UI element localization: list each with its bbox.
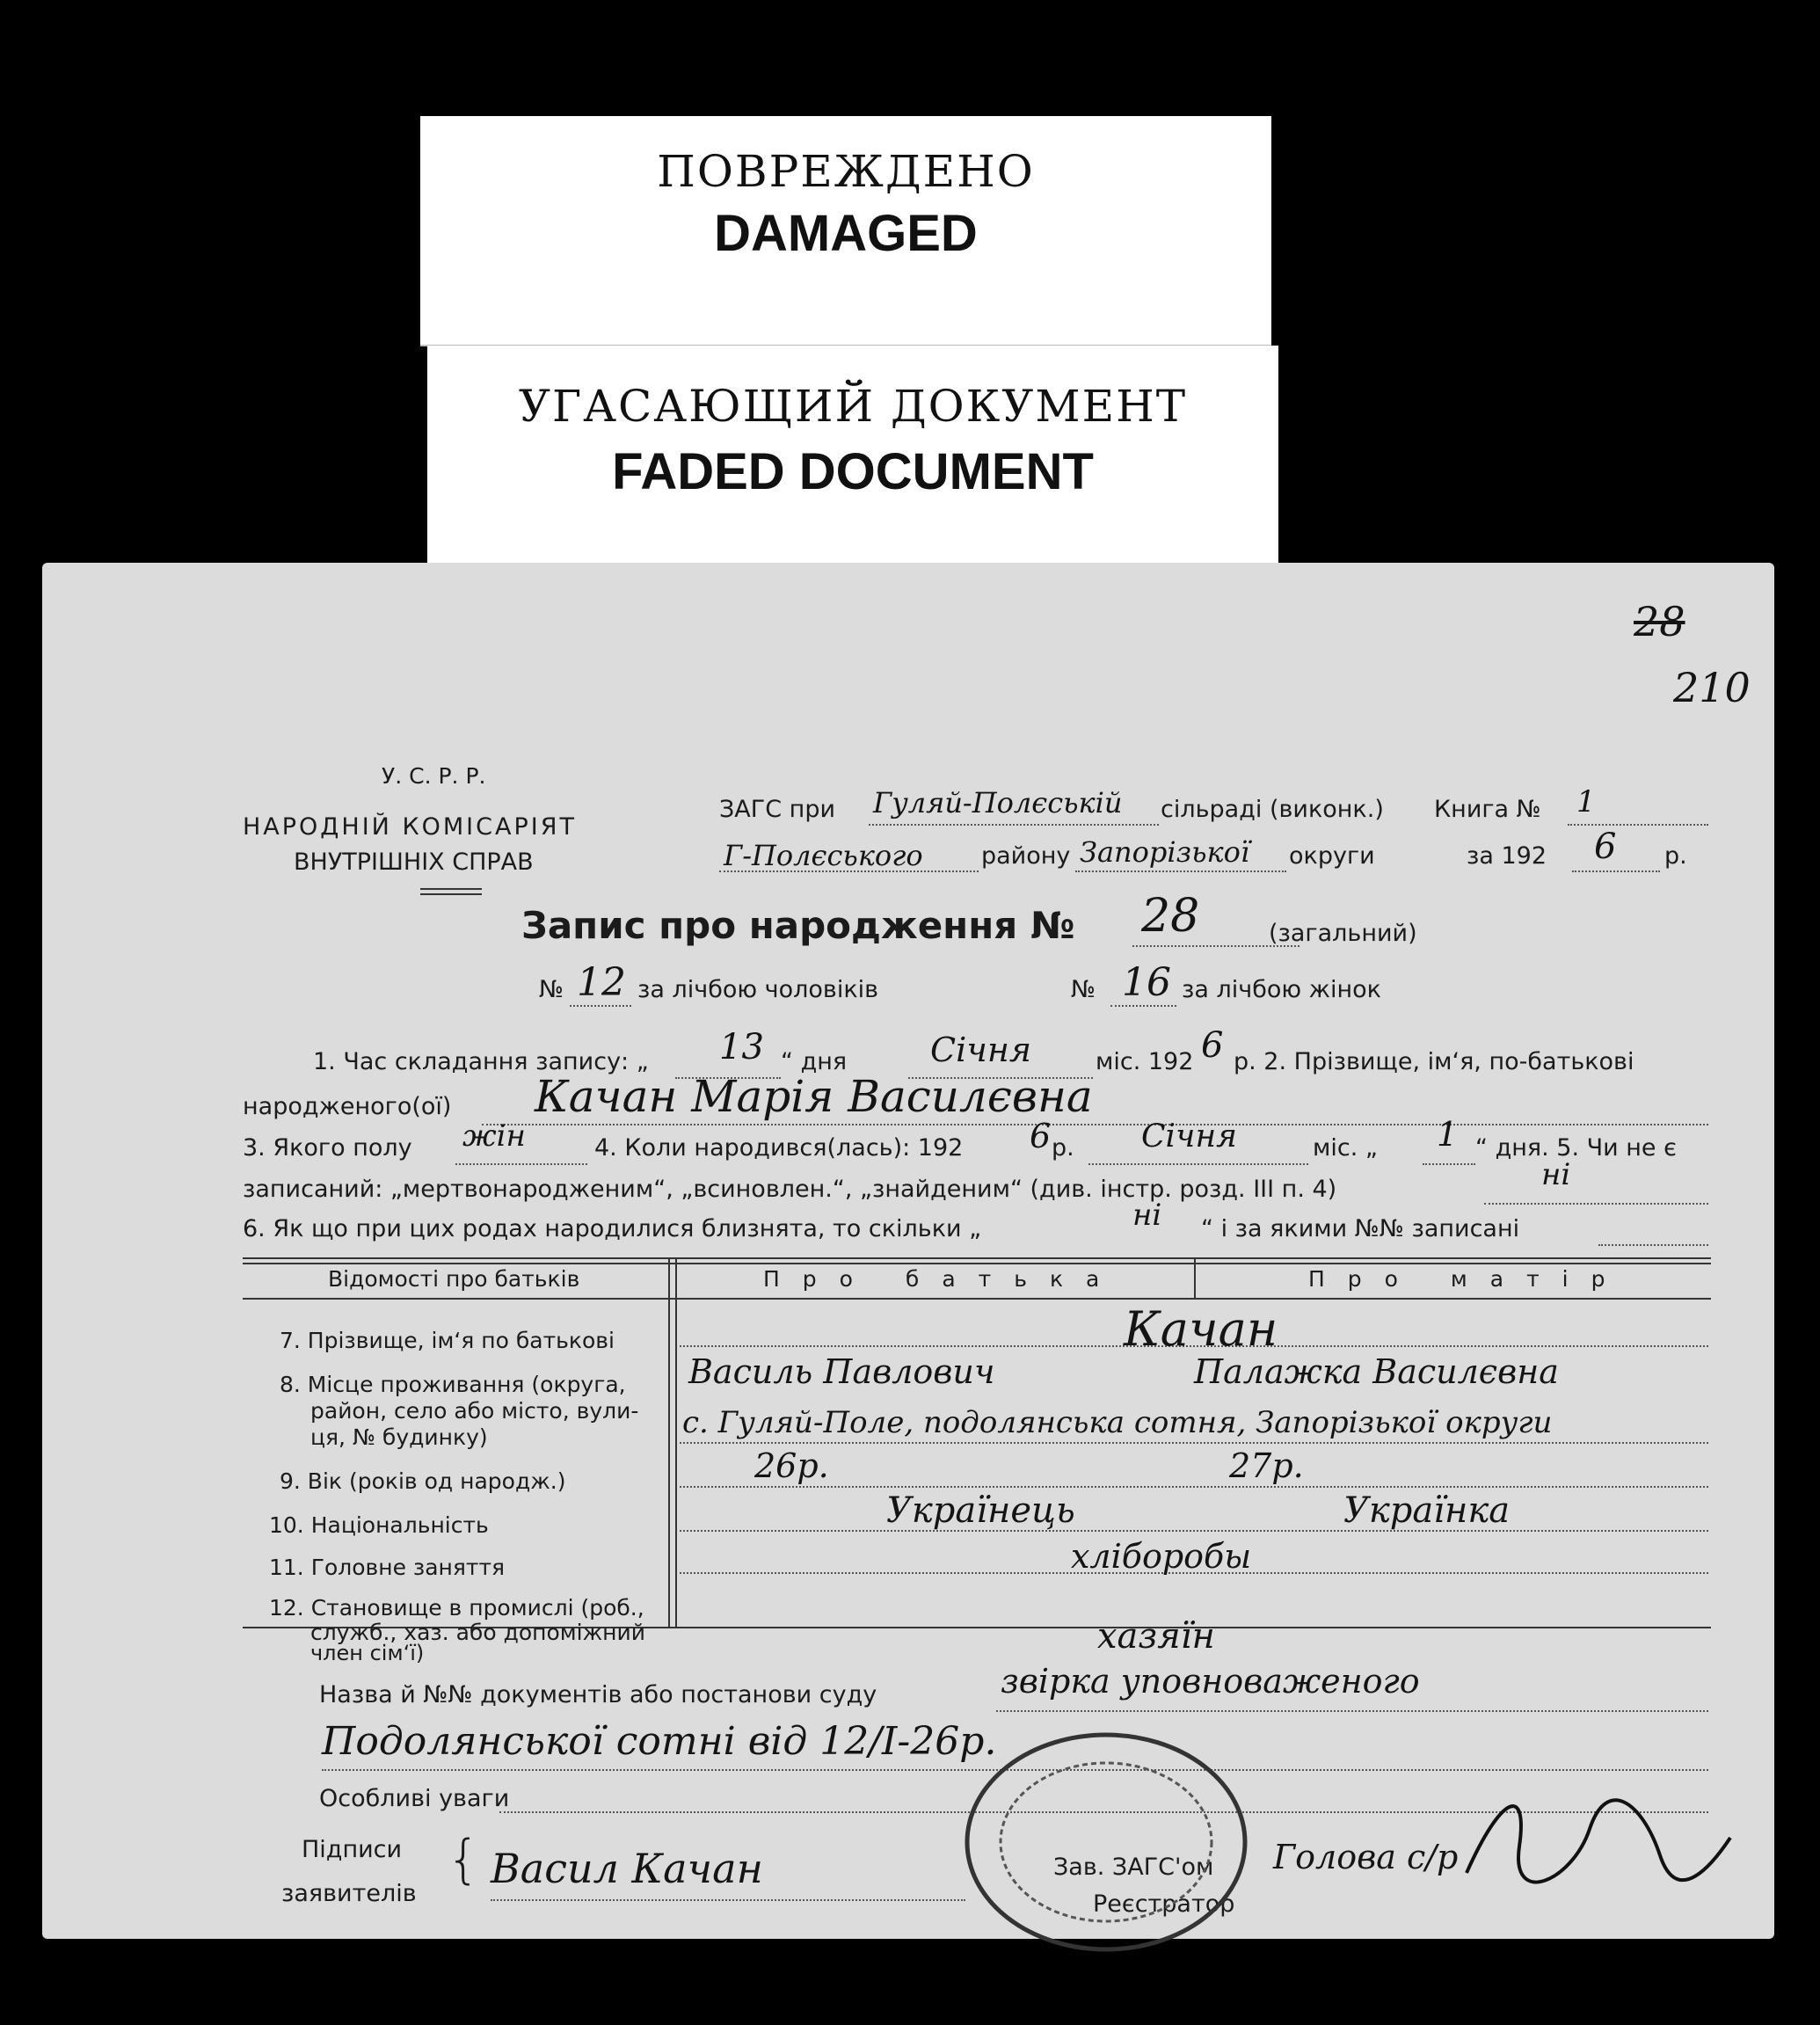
row-9-label: 9. Вік (років од народж.)	[280, 1468, 566, 1494]
women-prefix: №	[1071, 976, 1096, 1003]
f5-text: записаний: „мертвонародженим“, „всиновлен.“, „знайденим“ (див. інстр. розд. III п. 4)	[243, 1176, 1337, 1203]
father-nationality: Українець	[886, 1490, 1075, 1531]
f3-dots	[455, 1163, 587, 1165]
damaged-label-card	[420, 116, 1271, 346]
old-archive-number: 28	[1634, 598, 1685, 645]
row-8-label-b: район, село або місто, вули-	[310, 1398, 639, 1424]
docs-value-2: Подолянської сотні від 12/I-26р.	[322, 1719, 997, 1764]
applicant-sign-dots	[491, 1899, 965, 1901]
zags-value: Гуляй-Полєській	[873, 786, 1123, 819]
mother-age: 27р.	[1229, 1446, 1304, 1485]
zags-head-label: Зав. ЗАГС'ом	[1053, 1854, 1214, 1881]
parents-position: хазяїн	[1097, 1616, 1215, 1657]
men-dots	[570, 1005, 631, 1007]
women-count: 16	[1122, 960, 1171, 1005]
table-top-border	[243, 1257, 1711, 1259]
record-general: (загальний)	[1269, 920, 1417, 947]
women-label: за лічбою жінок	[1182, 976, 1381, 1003]
row-9-dots	[680, 1486, 1708, 1488]
f4-month-dots	[1088, 1163, 1308, 1165]
year-value: 6	[1594, 827, 1617, 867]
table-header-border	[243, 1298, 1711, 1300]
f1-day: 13	[719, 1027, 764, 1067]
f1-month: Січня	[930, 1031, 1032, 1069]
table-divider-info	[668, 1257, 670, 1627]
parents-surname: Качан	[1124, 1301, 1278, 1357]
f4-month-suffix: міс. „	[1313, 1134, 1378, 1162]
f4-month: Січня	[1141, 1118, 1238, 1155]
applicant-signature: Васил Качан	[491, 1845, 763, 1892]
row-8-dots	[680, 1442, 1708, 1444]
f1-month-suffix: міс. 192	[1096, 1048, 1194, 1075]
row-10-dots	[680, 1530, 1708, 1532]
okruga-label: округи	[1289, 842, 1375, 870]
f4-suffix: “ дня. 5. Чи не є	[1475, 1134, 1677, 1162]
docs-value-1: звірка уповноваженого	[1001, 1662, 1420, 1701]
docs-label: Назва й №№ документів або постанови суду	[319, 1681, 877, 1708]
org-ussr: У. С. Р. Р.	[382, 763, 486, 789]
men-label: за лічбою чоловіків	[637, 976, 879, 1003]
record-title: Запис про народження №	[521, 904, 1075, 947]
f6-dots	[1598, 1244, 1708, 1246]
year-suffix: р.	[1664, 842, 1687, 870]
f4-year: 6	[1030, 1117, 1052, 1155]
f6-suffix: “ і за якими №№ записані	[1201, 1215, 1520, 1242]
book-label: Книга №	[1434, 796, 1541, 823]
father-name: Василь Павлович	[688, 1352, 995, 1391]
f6-text: 6. Як що при цих родах народилися близнята, то скільки „	[243, 1215, 982, 1242]
year-label: за 192	[1467, 842, 1547, 870]
org-internal-affairs: ВНУТРІШНІХ СПРАВ	[294, 849, 534, 876]
f3-value: жін	[462, 1118, 526, 1154]
docs-dots-1	[996, 1710, 1708, 1712]
men-prefix: №	[539, 976, 564, 1003]
book-dots	[1568, 824, 1708, 826]
raion-label: району	[981, 842, 1071, 870]
parents-address: с. Гуляй-Поле, подолянська сотня, Запорізької округи	[682, 1405, 1553, 1440]
zags-suffix: сільраді (виконк.)	[1161, 796, 1384, 823]
parents-occupation: хліборобы	[1071, 1537, 1252, 1576]
record-number: 28	[1141, 890, 1200, 943]
damaged-label-en: DAMAGED	[714, 205, 978, 262]
f4-label: 4. Коли народився(лась): 192	[594, 1134, 964, 1162]
col-father-header: Про батька	[763, 1266, 1123, 1292]
row-12-label-a: 12. Становище в промислі (роб.,	[269, 1595, 644, 1621]
new-archive-number: 210	[1673, 664, 1751, 711]
damaged-label-ru: ПОВРЕЖДЕНО	[657, 146, 1035, 197]
row-12-label-b: служб., хаз. або допоміжний	[310, 1620, 645, 1645]
signature-scribble	[1449, 1776, 1739, 1899]
mother-nationality: Українка	[1343, 1490, 1511, 1531]
table-top-border-2	[243, 1263, 1711, 1264]
col-info-header: Відомості про батьків	[328, 1266, 580, 1292]
f3-label: 3. Якого полу	[243, 1134, 412, 1162]
f1-day-suffix: “ дня	[781, 1048, 848, 1075]
registrar-label: Реєстратор	[1093, 1890, 1235, 1918]
zags-prefix: ЗАГС при	[719, 796, 836, 823]
f4-r: р.	[1052, 1134, 1074, 1162]
f2-label: народженого(ої)	[243, 1093, 452, 1120]
signatures-label-2: заявителів	[281, 1880, 417, 1907]
father-age: 26р.	[754, 1446, 829, 1485]
col-mother-header: Про матір	[1308, 1266, 1628, 1292]
f1-year: 6	[1201, 1025, 1224, 1066]
f2-dots	[482, 1124, 1708, 1125]
f4-day-dots	[1423, 1163, 1475, 1165]
f1-suffix: р. 2. Прізвище, ім‘я, по-батькові	[1234, 1048, 1634, 1075]
raion-value: Г-Полєського	[724, 839, 923, 872]
f4-day: 1	[1437, 1115, 1459, 1154]
notes-label: Особливі уваги	[319, 1785, 510, 1812]
row-7-label: 7. Прізвище, ім‘я по батькові	[280, 1328, 615, 1353]
f1-prefix: 1. Час складання запису: „	[313, 1048, 649, 1075]
zags-dots	[869, 824, 1159, 826]
official-stamp	[957, 1723, 1256, 1961]
row-12-label-c: член сім‘ї)	[310, 1641, 425, 1665]
table-divider-info-2	[675, 1257, 677, 1627]
raion-dots	[719, 870, 979, 872]
faded-label-en: FADED DOCUMENT	[612, 443, 1094, 500]
year-dots	[1572, 870, 1660, 872]
f5-value: ні	[1541, 1157, 1571, 1192]
okruga-dots	[1075, 870, 1286, 872]
mother-name: Палажка Василєвна	[1194, 1352, 1559, 1391]
f5-dots	[1484, 1203, 1708, 1205]
men-count: 12	[577, 960, 626, 1005]
row-11-label: 11. Головне заняття	[269, 1555, 506, 1580]
row-10-label: 10. Національність	[269, 1512, 489, 1538]
org-commissariat: НАРОДНІЙ КОМІСАРІЯТ	[243, 813, 577, 841]
org-divider	[420, 888, 482, 890]
org-divider-2	[420, 893, 482, 895]
okruga-value: Запорізької	[1080, 835, 1250, 869]
zags-head-signature: Голова с/р	[1273, 1838, 1459, 1876]
faded-label-card	[427, 346, 1278, 576]
row-8-label-c: ця, № будинку)	[310, 1424, 488, 1450]
book-value: 1	[1576, 784, 1596, 819]
row-8-label-a: 8. Місце проживання (округа,	[280, 1372, 626, 1397]
birth-record-sheet	[42, 563, 1774, 1939]
signatures-brace: {	[447, 1829, 481, 1890]
newborn-name: Качан Марія Василєвна	[535, 1071, 1093, 1122]
f6-value: ні	[1132, 1198, 1162, 1233]
table-divider-parents	[1194, 1257, 1196, 1298]
signatures-label-1: Підписи	[302, 1836, 403, 1863]
faded-label-ru: УГАСАЮЩИЙ ДОКУМЕНТ	[518, 381, 1188, 432]
women-dots	[1110, 1005, 1176, 1007]
